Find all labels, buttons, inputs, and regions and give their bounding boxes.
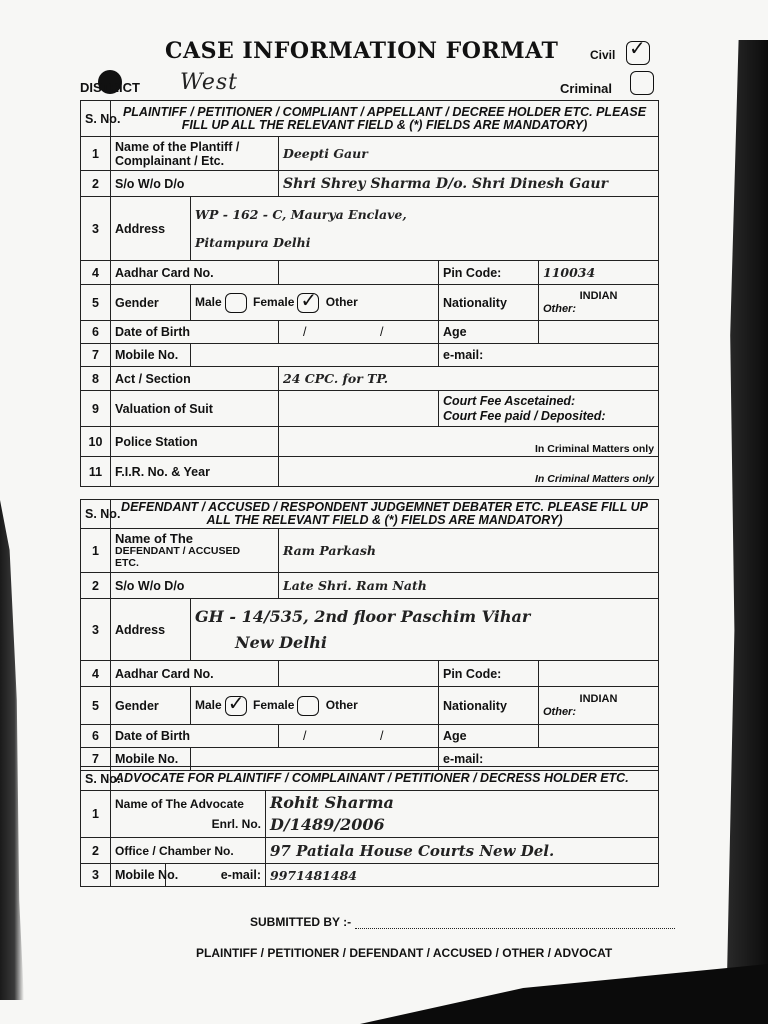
criminal-label: Criminal <box>560 81 613 96</box>
plaintiff-name-value[interactable]: Deepti Gaur <box>279 137 659 171</box>
row-number: 9 <box>81 391 111 427</box>
advocate-enrl-label: Enrl. No. <box>211 817 261 831</box>
advocate-table <box>80 766 659 887</box>
submitted-by-label: SUBMITTED BY :- <box>250 915 352 929</box>
defendant-mobile-label: Mobile No. <box>111 748 191 771</box>
defendant-table <box>80 499 659 771</box>
defendant-nationality-label: Nationality <box>439 687 539 725</box>
sno-header: S. No. <box>81 500 111 529</box>
plaintiff-aadhar-label: Aadhar Card No. <box>111 261 279 285</box>
criminal-option <box>560 81 612 96</box>
row-number: 5 <box>81 687 111 725</box>
defendant-gender-label: Gender <box>111 687 191 725</box>
dob-separator: / <box>303 729 307 743</box>
defendant-nationality-value: INDIAN <box>579 692 618 705</box>
police-station-note: In Criminal Matters only <box>279 427 659 457</box>
male-label: Male <box>195 294 222 309</box>
row-number: 2 <box>81 838 111 864</box>
row-number: 7 <box>81 344 111 367</box>
row-number: 5 <box>81 285 111 321</box>
defendant-name-value[interactable]: Ram Parkash <box>279 529 659 573</box>
district-value: West <box>180 70 238 95</box>
plaintiff-gender-label: Gender <box>111 285 191 321</box>
district-label: DISTRICT <box>80 80 140 95</box>
plaintiff-nationality-label: Nationality <box>439 285 539 321</box>
female-checkbox[interactable] <box>297 696 319 716</box>
advocate-name-value[interactable]: Rohit Sharma <box>270 793 394 812</box>
defendant-name-label-3: ETC. <box>115 556 139 569</box>
other-label: Other <box>325 294 358 309</box>
row-number: 2 <box>81 573 111 599</box>
plaintiff-mobile-label: Mobile No. <box>111 344 191 367</box>
dob-separator: / <box>303 325 307 339</box>
row-number: 3 <box>81 599 111 661</box>
female-label: Female <box>253 294 295 309</box>
row-number: 6 <box>81 321 111 344</box>
row-number: 4 <box>81 661 111 687</box>
sno-header: S. No. <box>81 101 111 137</box>
plaintiff-name-label: Name of the Plantiff / Complainant / Etc. <box>111 137 279 171</box>
plaintiff-dob-value[interactable] <box>279 321 439 344</box>
plaintiff-relation-value[interactable]: Shri Shrey Sharma D/o. Shri Dinesh Gaur <box>279 171 659 197</box>
male-checkbox[interactable] <box>225 696 247 716</box>
advocate-mobile-label: Mobile No. <box>111 864 166 887</box>
fir-note: In Criminal Matters only <box>279 457 659 487</box>
advocate-email-label: e-mail: <box>166 864 266 887</box>
dob-separator: / <box>379 325 384 339</box>
advocate-office-label: Office / Chamber No. <box>111 838 266 864</box>
defendant-age-label: Age <box>439 725 539 748</box>
form-title: CASE INFORMATION FORMAT <box>165 38 559 64</box>
defendant-dob-value[interactable] <box>279 725 439 748</box>
male-checkbox[interactable] <box>225 293 247 313</box>
plaintiff-address-line1: WP - 162 - C, Maurya Enclave, <box>195 206 407 222</box>
row-number: 7 <box>81 748 111 771</box>
defendant-age-value[interactable] <box>539 725 659 748</box>
valuation-value[interactable] <box>279 391 439 427</box>
row-number: 3 <box>81 197 111 261</box>
row-number: 10 <box>81 427 111 457</box>
police-station-label: Police Station <box>111 427 279 457</box>
other-label: Other <box>325 697 358 712</box>
dob-separator: / <box>379 729 384 743</box>
plaintiff-act-label: Act / Section <box>111 367 279 391</box>
court-fee-ascertained-label: Court Fee Ascetained: <box>443 393 576 408</box>
sno-header: S. No. <box>81 767 111 791</box>
row-number: 6 <box>81 725 111 748</box>
advocate-header: ADVOCATE FOR PLAINTIFF / COMPLAINANT / PETITIONER / DECRESS HOLDER ETC. <box>111 767 659 791</box>
plaintiff-age-value[interactable] <box>539 321 659 344</box>
plaintiff-table <box>80 100 659 487</box>
row-number: 8 <box>81 367 111 391</box>
plaintiff-nationality-value: INDIAN <box>579 289 618 302</box>
row-number: 1 <box>81 791 111 838</box>
defendant-name-label: Name of The <box>115 530 194 546</box>
defendant-address-line2: New Delhi <box>235 632 327 652</box>
signature-line[interactable] <box>355 928 675 929</box>
scan-shadow-right <box>726 40 768 1024</box>
female-label: Female <box>253 697 295 712</box>
row-number: 3 <box>81 864 111 887</box>
defendant-header: DEFENDANT / ACCUSED / RESPONDENT JUDGEMNET DEBATER ETC. PLEASE FILL UP ALL THE RELEVANT FIELD & (*) FIELDS ARE MANDATORY) <box>111 500 659 529</box>
plaintiff-header: PLAINTIFF / PETITIONER / COMPLIANT / APPELLANT / DECREE HOLDER ETC. PLEASE FILL UP ALL THE RELEVANT FIELD & (*) FIELDS ARE MANDATORY) <box>111 101 659 137</box>
plaintiff-mobile-value[interactable] <box>191 344 439 367</box>
defendant-other-label: Other: <box>543 705 576 718</box>
defendant-email-label: e-mail: <box>439 748 659 771</box>
advocate-office-value[interactable]: 97 Patiala House Courts New Del. <box>266 838 659 864</box>
male-label: Male <box>195 697 222 712</box>
valuation-label: Valuation of Suit <box>111 391 279 427</box>
plaintiff-act-value[interactable]: 24 CPC. for TP. <box>279 367 659 391</box>
plaintiff-address-value[interactable] <box>191 197 659 261</box>
plaintiff-dob-label: Date of Birth <box>111 321 279 344</box>
row-number: 1 <box>81 529 111 573</box>
defendant-name-label-2: DEFENDANT / ACCUSED <box>115 544 241 557</box>
defendant-address-value[interactable] <box>191 599 659 661</box>
scan-shadow-left <box>0 500 24 1000</box>
plaintiff-aadhar-value[interactable] <box>279 261 439 285</box>
defendant-pin-value[interactable] <box>539 661 659 687</box>
plaintiff-email-label: e-mail: <box>439 344 659 367</box>
defendant-address-line1: GH - 14/535, 2nd floor Paschim Vihar <box>195 606 531 626</box>
advocate-mobile-value[interactable]: 9971481484 <box>266 864 659 887</box>
defendant-pin-label: Pin Code: <box>439 661 539 687</box>
footer-roles: PLAINTIFF / PETITIONER / DEFENDANT / ACCUSED / OTHER / ADVOCAT <box>196 946 613 960</box>
plaintiff-other-label: Other: <box>543 302 576 315</box>
defendant-dob-label: Date of Birth <box>111 725 279 748</box>
submitted-by <box>250 915 675 929</box>
row-number: 11 <box>81 457 111 487</box>
plaintiff-pin-value[interactable]: 110034 <box>539 261 659 285</box>
plaintiff-address-label: Address <box>111 197 191 261</box>
civil-checkbox[interactable] <box>626 41 650 65</box>
criminal-checkbox[interactable] <box>630 71 654 95</box>
female-checkbox[interactable] <box>297 293 319 313</box>
defendant-relation-label: S/o W/o D/o <box>111 573 279 599</box>
row-number: 2 <box>81 171 111 197</box>
plaintiff-relation-label: S/o W/o D/o <box>111 171 279 197</box>
defendant-aadhar-value[interactable] <box>279 661 439 687</box>
civil-label: Civil <box>590 48 616 62</box>
defendant-aadhar-label: Aadhar Card No. <box>111 661 279 687</box>
advocate-name-label: Name of The Advocate <box>115 797 244 811</box>
court-fee-paid-label: Court Fee paid / Deposited: <box>443 408 606 423</box>
plaintiff-age-label: Age <box>439 321 539 344</box>
fir-label: F.I.R. No. & Year <box>111 457 279 487</box>
defendant-address-label: Address <box>111 599 191 661</box>
civil-option <box>590 48 615 62</box>
row-number: 4 <box>81 261 111 285</box>
row-number: 1 <box>81 137 111 171</box>
defendant-relation-value[interactable]: Late Shri. Ram Nath <box>279 573 659 599</box>
scan-shadow-bottom <box>360 964 768 1024</box>
plaintiff-pin-label: Pin Code: <box>439 261 539 285</box>
plaintiff-address-line2: Pitampura Delhi <box>195 234 311 250</box>
advocate-enrl-value[interactable]: D/1489/2006 <box>270 815 385 834</box>
